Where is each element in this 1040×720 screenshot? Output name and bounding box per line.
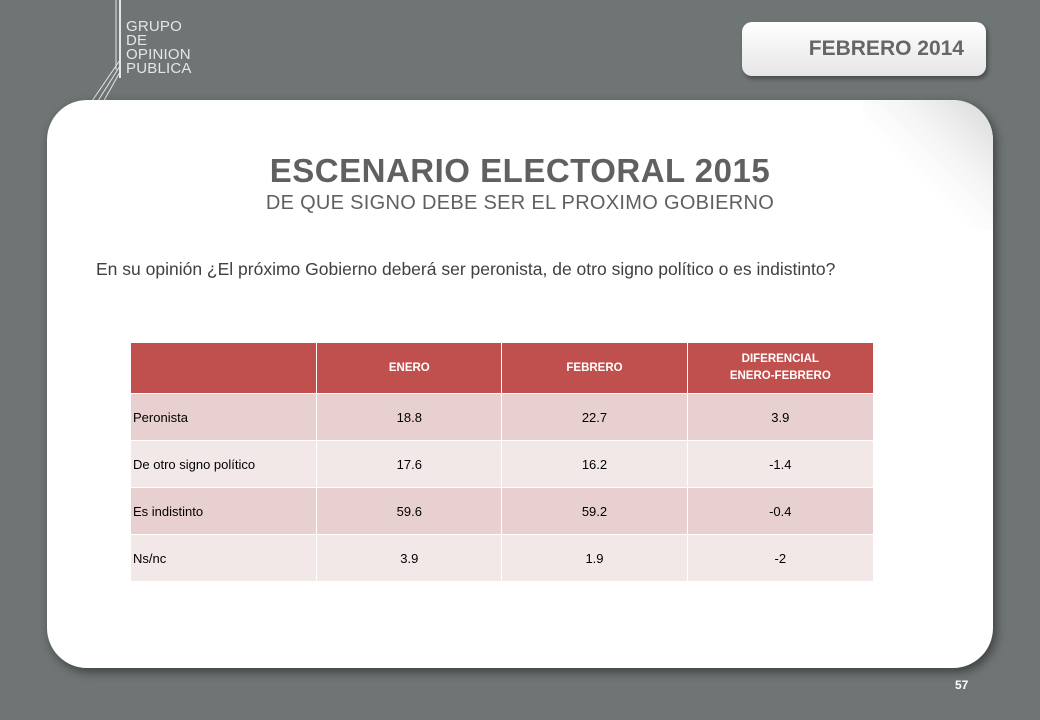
row-label: Ns/nc: [131, 535, 317, 582]
cell-enero: 3.9: [317, 535, 502, 582]
header-diferencial: [687, 343, 873, 394]
page-subtitle: DE QUE SIGNO DEBE SER EL PROXIMO GOBIERNO: [265, 192, 775, 214]
cell-diferencial: -2: [687, 535, 873, 582]
page-title: ESCENARIO ELECTORAL 2015: [269, 152, 771, 189]
cell-enero: 59.6: [317, 488, 502, 535]
cell-diferencial: 3.9: [687, 394, 873, 441]
logo-line: PUBLICA: [126, 60, 192, 77]
cell-diferencial: -0.4: [687, 488, 873, 535]
cell-febrero: 59.2: [502, 488, 687, 535]
header-diferencial-line2: ENERO-FEBRERO: [729, 370, 831, 382]
header-enero: ENERO: [317, 343, 502, 394]
cell-febrero: 22.7: [502, 394, 687, 441]
cell-febrero: 1.9: [502, 535, 687, 582]
logo-line: DE: [126, 32, 148, 49]
content-card: [47, 100, 993, 668]
table-header-row: [131, 343, 873, 394]
table-row: [131, 535, 873, 582]
table-row: [131, 441, 873, 488]
cell-enero: 18.8: [317, 394, 502, 441]
row-label: De otro signo político: [131, 441, 317, 488]
survey-question: En su opinión ¿El próximo Gobierno deberá ser peronista, de otro signo político o es indistinto?: [96, 259, 836, 279]
logo-lines-icon: [86, 0, 126, 110]
header-febrero: FEBRERO: [502, 343, 687, 394]
table-row: [131, 488, 873, 535]
results-table: [131, 343, 873, 581]
header-empty: [131, 343, 317, 394]
page-number: 57: [955, 678, 969, 692]
cell-enero: 17.6: [317, 441, 502, 488]
row-label: Peronista: [131, 394, 317, 441]
logo-line: OPINION: [126, 46, 191, 63]
header-diferencial-line1: DIFERENCIAL: [741, 353, 819, 365]
cell-febrero: 16.2: [502, 441, 687, 488]
logo: [86, 0, 216, 110]
logo-text: [126, 20, 192, 76]
table-row: [131, 394, 873, 441]
row-label: Es indistinto: [131, 488, 317, 535]
logo-line: GRUPO: [126, 18, 183, 35]
cell-diferencial: -1.4: [687, 441, 873, 488]
date-badge: FEBRERO 2014: [742, 22, 986, 76]
